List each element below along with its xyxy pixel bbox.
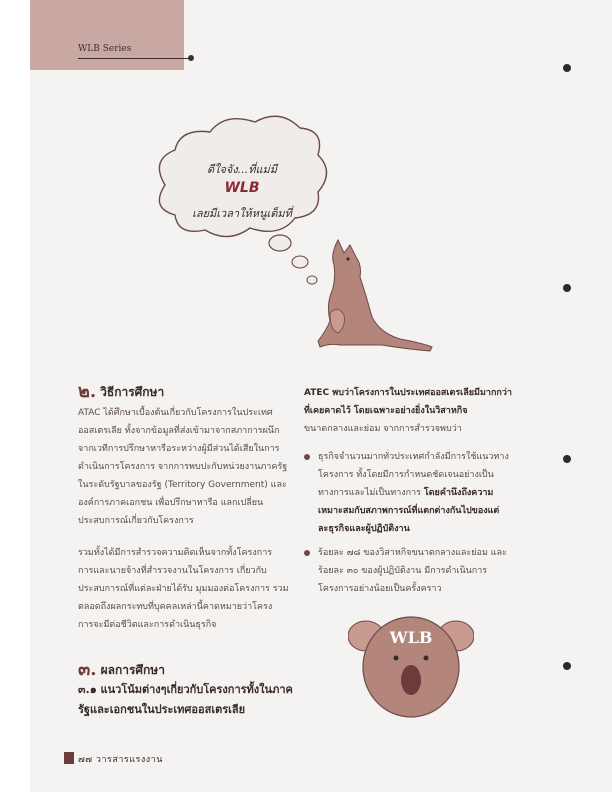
section-2-number: ๒. <box>78 381 97 402</box>
footer-page-number: ๗๗ <box>78 755 93 765</box>
text-line: ทางการและไม่เป็นทางการ <box>318 488 421 498</box>
section-2-title: วิธีการศึกษา <box>100 385 165 399</box>
koala-badge-text: WLB <box>389 628 433 647</box>
footer-text <box>78 752 163 766</box>
subhead-line: ๓.๑ แนวโน้มต่างๆเกี่ยวกับโครงการทั้งในภาค <box>78 683 293 696</box>
bullet-icon <box>304 454 310 460</box>
text-line: รวมทั้งได้มีการสำรวจความคิดเห็นจากทั้งโครงการ <box>78 548 273 558</box>
section-2-paragraph-1 <box>78 404 290 530</box>
text-line: ในระดับรัฐบาลของรัฐ (Territory Government) และ <box>78 480 287 490</box>
text-line: ประสบการณ์เกี่ยวกับโครงการ <box>78 516 194 526</box>
bullet-item-2 <box>304 544 530 604</box>
text-line: ที่เคยคาดไว้ โดยเฉพาะอย่างยิ่งในวิสาหกิจ <box>304 406 468 416</box>
text-line: ดำเนินการโครงการ จากการพบปะกับหน่วยงานภาครัฐ <box>78 462 288 472</box>
text-line: ออสเตรเลีย ทั้งจากข้อมูลที่ส่งเข้ามาจากสภาการผนึก <box>78 426 280 436</box>
bullet-item-1 <box>304 448 530 558</box>
right-intro <box>304 384 526 438</box>
section-2-heading <box>78 376 164 405</box>
text-line: องค์การภาคเอกชน เพื่อปรึกษาหารือ แลกเปลี่ยน <box>78 498 264 508</box>
text-line: โครงการอย่างน้อยเป็นครั้งคราว <box>318 584 442 594</box>
bullet-text <box>318 448 530 538</box>
text-line: ร้อยละ ๗๘ ของวิสาหกิจขนาดกลางและย่อม และ <box>318 548 507 558</box>
kangaroo-illustration <box>310 235 440 355</box>
text-line: เหมาะสมกับสภาพการณ์ที่แตกต่างกันไปของแต่ <box>318 506 500 516</box>
series-label: WLB Series <box>78 44 132 54</box>
subsection-3-1-heading <box>78 680 298 720</box>
section-3-title: ผลการศึกษา <box>100 663 165 677</box>
text-line: การและนายจ้างที่สำรวจงานในโครงการ เกี่ยวกับ <box>78 566 267 576</box>
section-2-paragraph-2 <box>78 544 290 634</box>
footer-journal-title: วารสารแรงงาน <box>95 755 163 765</box>
text-line: ATEC พบว่าโครงการในประเทศออสเตรเลียมีมากกว่า <box>304 388 512 398</box>
bold-text: โดยคำนึงถึงความ <box>423 488 494 498</box>
text-line: ร้อยละ ๓๐ ของผู้ปฏิบัติงาน มีการดำเนินการ <box>318 566 488 576</box>
section-3-number: ๓. <box>78 659 97 680</box>
text-line: จากเวทีการปรึกษาหารือระหว่างผู้มีส่วนได้เสียในการ <box>78 444 280 454</box>
bullet-text <box>318 544 530 598</box>
bullet-icon <box>304 550 310 556</box>
text-line: การจะมีต่อชีวิตและการดำเนินธุรกิจ <box>78 620 217 630</box>
bubble-line-2: เลยมีเวลาให้หนูเต็มที่ <box>192 207 292 220</box>
text-line: ตลอดถึงผลกระทบที่บุคคลเหล่านี้คาดหมายว่าโครง <box>78 602 273 612</box>
footer-page-marker <box>64 752 74 764</box>
bubble-line-1: ดีใจจัง...ที่แม่มี <box>206 163 278 176</box>
text-line: ATAC ได้ศึกษาเบื้องต้นเกี่ยวกับโครงการในประเทศ <box>78 408 273 418</box>
text-line: โครงการ ทั้งโดยมีการกำหนดชัดเจนอย่างเป็น <box>318 470 494 480</box>
text-line: ละธุรกิจและผู้ปฏิบัติงาน <box>318 524 410 534</box>
text-line: ธุรกิจจำนวนมากทั่วประเทศกำลังมีการใช้แนวทาง <box>318 452 509 462</box>
text-line: ประสบการณ์ที่แต่ละฝ่ายได้รับ มุมมองต่อโครงการ รวม <box>78 584 289 594</box>
bubble-title: WLB <box>224 180 260 196</box>
text-line: ขนาดกลางและย่อม จากการสำรวจพบว่า <box>304 424 462 434</box>
subhead-line: รัฐและเอกชนในประเทศออสเตรเลีย <box>78 703 246 716</box>
section-3-heading <box>78 654 165 683</box>
